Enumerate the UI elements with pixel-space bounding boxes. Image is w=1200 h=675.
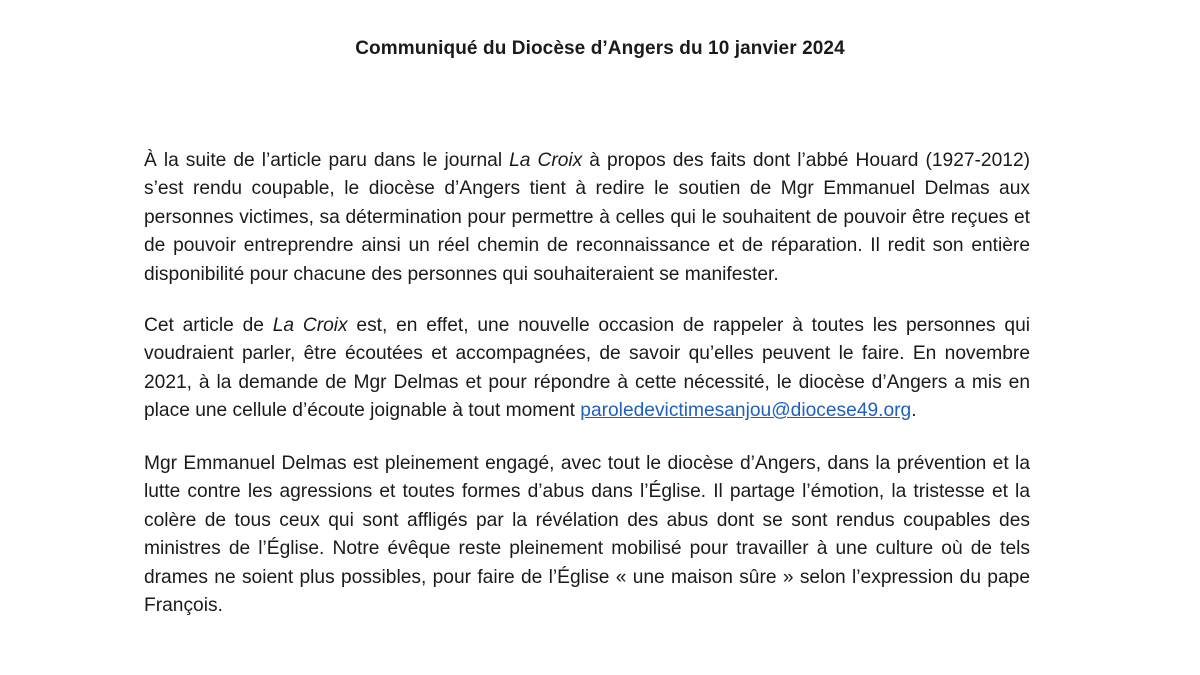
paragraph-3	[144, 450, 1030, 620]
paragraph-2-text-end: .	[911, 400, 917, 422]
newspaper-name: La Croix	[272, 315, 348, 336]
newspaper-name: La Croix	[509, 150, 583, 171]
paragraph-1-text-end: à propos des faits dont l’abbé Houard (1927-2012) s’est rendu coupable, le diocèse d’Angers tient à redire le soutien de Mgr Emmanuel Delmas aux personnes victimes, sa détermination pour permettre à celles qui le souhaitent de pouvoir être reçues et de pouvoir entreprendre ainsi un réel chemin de reconnaissance et de réparation. Il redit son entière disponibilité pour chacune des personnes qui souhaiteraient se manifester.	[144, 150, 1031, 285]
document-title: Communiqué du Diocèse d’Angers du 10 janvier 2024	[355, 38, 845, 59]
paragraph-1-text-start: À la suite de l’article paru dans le journal	[144, 150, 510, 171]
paragraph-2	[144, 312, 1030, 426]
email-link[interactable]: paroledevictimesanjou@diocese49.org	[580, 400, 912, 422]
paragraph-2-text-middle: est, en effet, une nouvelle occasion de rappeler à toutes les personnes qui voudraient parler, être écoutées et accompagnées, de savoir qu’elles peuvent le faire. En novembre 2021, à la demande de Mgr Delmas et pour répondre à cette nécessité, le diocèse d’Angers a mis en place une cellule d’écoute joignable à tout moment	[144, 315, 1030, 422]
paragraph-2-text-start: Cet article de	[144, 315, 273, 336]
paragraph-1	[144, 147, 1030, 289]
paragraph-3-text: Mgr Emmanuel Delmas est pleinement engagé, avec tout le diocèse d’Angers, dans la prévention et la lutte contre les agressions et toutes formes d’abus dans l’Église. Il partage l’émotion, la tristesse et la colère de tous ceux qui sont affligés par la révélation des abus dont se sont rendus coupables des ministres de l’Église. Notre évêque reste pleinement mobilisé pour travailler à une culture où de tels drames ne soient plus possibles, pour faire de l’Église « une maison sûre » selon l’expression du pape François.	[144, 453, 1030, 617]
